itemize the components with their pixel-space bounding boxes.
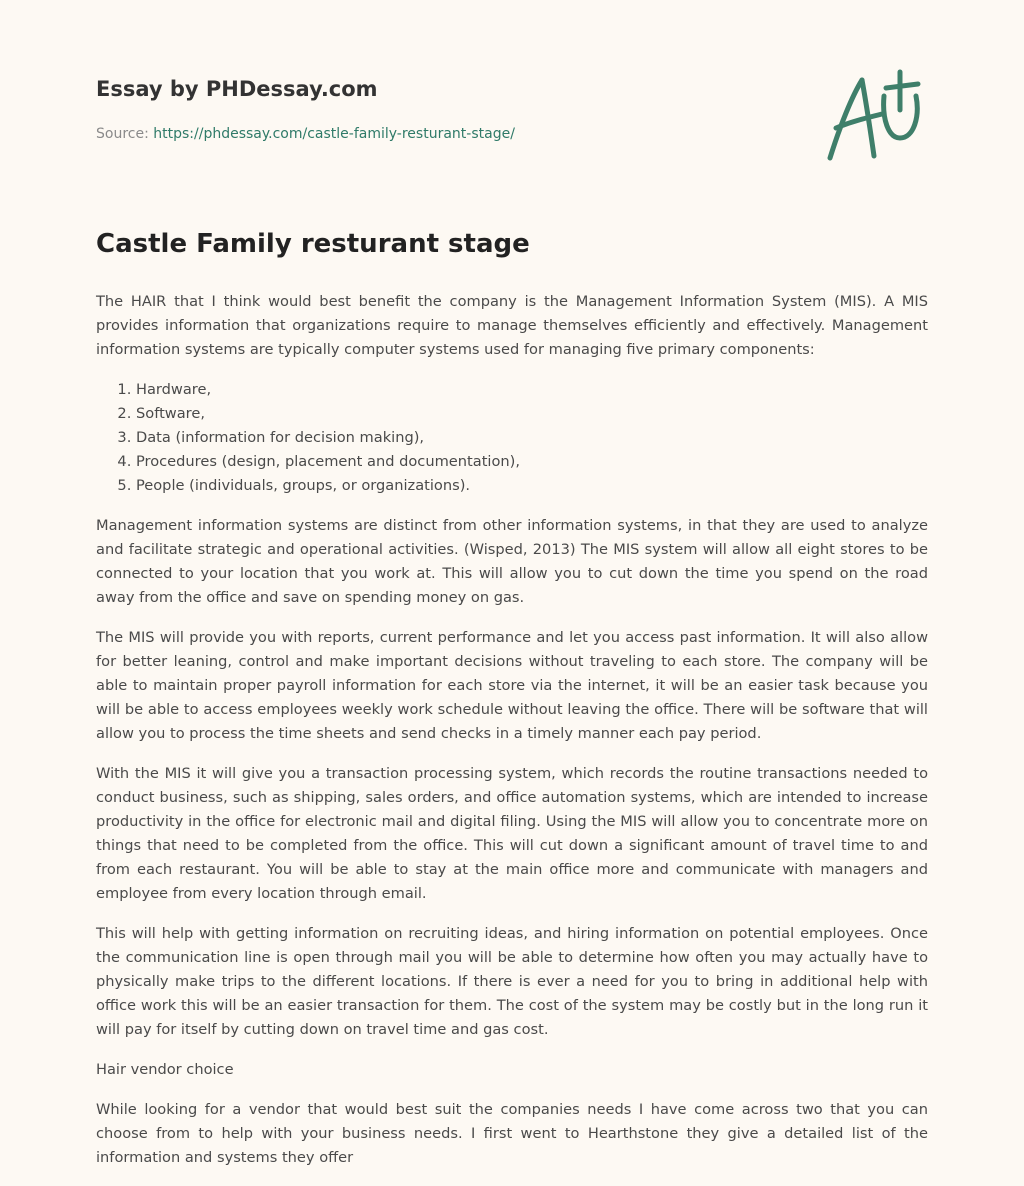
components-list [96, 378, 928, 498]
list-item: 1. Hardware, [136, 378, 928, 402]
source-line [96, 124, 928, 144]
body-paragraph: With the MIS it will give you a transaction processing system, which records the routine transactions needed to conduct business, such as shipping, sales orders, and office automation systems, which are intended to increase productivity in the office for electronic mail and digital filing. Using the MIS will allow you to concentrate more on things that need to be completed from the office. This will cut down a significant amount of travel time to and from each restaurant. You will be able to stay at the main office more and communicate with managers and employee from every location through email. [96, 765, 928, 902]
body-paragraph: The MIS will provide you with reports, current performance and let you access past information. It will also allow for better leaning, control and make important decisions without traveling to each store. The company will be able to maintain proper payroll information for each store via the internet, it will be an easier task because you will be able to access employees weekly work schedule without leaving the office. There will be software that will allow you to process the time sheets and send checks in a timely manner each pay period. [96, 629, 928, 742]
closing-paragraph: While looking for a vendor that would best suit the companies needs I have come across two that you can choose from to help with your business needs. I first went to Hearthstone they give a detailed list of the information and systems they offer [96, 1101, 928, 1166]
a-plus-logo-icon [818, 66, 930, 166]
essay-header [96, 74, 928, 144]
source-label: Source: [96, 126, 154, 142]
section-subheading: Hair vendor choice [96, 1061, 234, 1078]
list-item: 3. Data (information for decision making), [136, 426, 928, 450]
source-link[interactable]: https://phdessay.com/castle-family-resturant-stage/ [153, 126, 515, 142]
intro-paragraph: The HAIR that I think would best benefit the company is the Management Information System (MIS). A MIS provides information that organizations require to manage themselves efficiently and effectively. Management information systems are typically computer systems used for managing five primary components: [96, 293, 928, 358]
list-item: 5. People (individuals, groups, or organizations). [136, 474, 928, 498]
list-item: 4. Procedures (design, placement and documentation), [136, 450, 928, 474]
body-paragraph: This will help with getting information on recruiting ideas, and hiring information on potential employees. Once the communication line is open through mail you will be able to determine how often you may actually have to physically make trips to the different locations. If there is ever a need for you to bring in additional help with office work this will be an easier transaction for them. The cost of the system may be costly but in the long run it will pay for itself by cutting down on travel time and gas cost. [96, 925, 928, 1038]
body-paragraph: Management information systems are distinct from other information systems, in that they are used to analyze and facilitate strategic and operational activities. (Wisped, 2013) The MIS system will allow all eight stores to be connected to your location that you work at. This will allow you to cut down the time you spend on the road away from the office and save on spending money on gas. [96, 517, 928, 606]
list-item: 2. Software, [136, 402, 928, 426]
essay-title: Castle Family resturant stage [96, 229, 530, 259]
brand-title: Essay by PHDessay.com [96, 77, 378, 101]
essay-content [96, 222, 928, 1186]
